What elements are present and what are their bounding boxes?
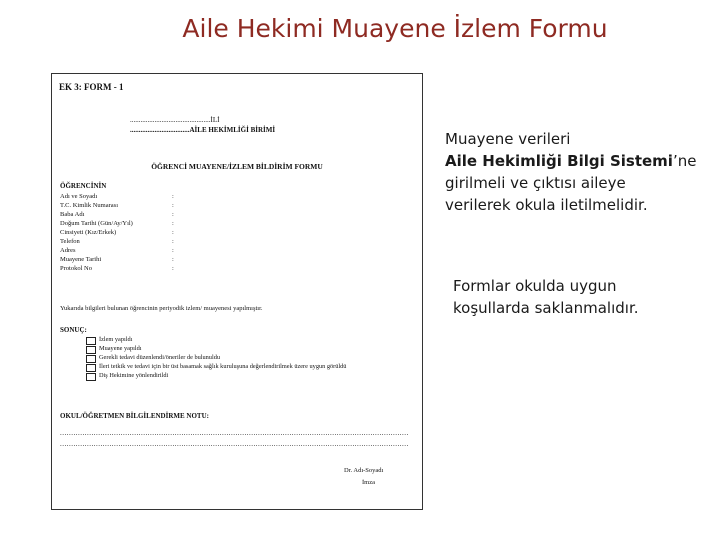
option-label: Muayene yapıldı [99, 345, 142, 352]
result-option [86, 363, 409, 372]
field-label: Muayene Tarihi [60, 256, 102, 263]
checkbox-icon [86, 373, 96, 381]
field-row [60, 210, 182, 219]
student-section-title: ÖĞRENCİNİN [60, 182, 107, 190]
field-label: Doğum Tarihi (Gün/Ay/Yıl) [60, 220, 133, 227]
form-header-province: ..............................................İLİ [130, 116, 220, 124]
info-line: girilmeli ve çıktısı aileye [445, 174, 626, 192]
form-appendix-label: EK 3: FORM - 1 [59, 82, 124, 92]
field-row [60, 201, 182, 210]
field-label: Telefon [60, 238, 80, 245]
checkbox-icon [86, 346, 96, 354]
note-line: ........................................................................................................................................................... [60, 429, 409, 437]
field-row [60, 237, 182, 246]
field-label: T.C. Kimlik Numarası [60, 202, 119, 209]
info-text-data-entry [445, 128, 696, 216]
info-line: Muayene verileri [445, 130, 571, 148]
form-header-unit: ..................................AİLE HEKİMLİĞİ BİRİMİ [130, 126, 276, 134]
field-colon: : [172, 202, 174, 209]
field-row [60, 264, 182, 273]
system-name: Aile Hekimliği Bilgi Sistemi [445, 152, 673, 170]
info-line [445, 150, 696, 172]
field-label: Adı ve Soyadı [60, 193, 98, 200]
field-colon: : [172, 265, 174, 272]
result-section-title: SONUÇ: [60, 326, 87, 334]
slide-title: Aile Hekimi Muayene İzlem Formu [182, 14, 608, 43]
option-label: Gerekli tedavi düzenlendi/öneriler de bulunuldu [99, 354, 220, 361]
option-label: İleri tetkik ve tedavi için bir üst basamak sağlık kuruluşuna değerlendirilmek üzere uygun görüldü [99, 363, 347, 370]
student-fields [60, 192, 182, 273]
field-colon: : [172, 238, 174, 245]
field-row [60, 228, 182, 237]
system-suffix: ’ne [672, 152, 697, 170]
field-row [60, 219, 182, 228]
field-colon: : [172, 247, 174, 254]
form-title: ÖĞRENCİ MUAYENE/İZLEM BİLDİRİM FORMU [151, 162, 323, 171]
result-option [86, 336, 409, 345]
info-line: koşullarda saklanmalıdır. [453, 299, 639, 317]
field-label: Protokol No [60, 265, 92, 272]
checkbox-icon [86, 355, 96, 363]
form-image [51, 73, 423, 510]
result-options [86, 336, 409, 381]
result-option [86, 354, 409, 363]
note-line: ........................................................................................................................................................... [60, 440, 409, 448]
field-label: Baba Adı [60, 211, 85, 218]
note-section-title: OKUL/ÖĞRETMEN BİLGİLENDİRME NOTU: [60, 412, 209, 420]
info-text-storage [453, 275, 639, 319]
signature-label: İmza [362, 479, 375, 486]
signature-name: Dr. Adı-Soyadı [344, 467, 384, 474]
checkbox-icon [86, 364, 96, 372]
field-colon: : [172, 256, 174, 263]
field-label: Adres [60, 247, 76, 254]
info-line: verilerek okula iletilmelidir. [445, 196, 648, 214]
result-option [86, 345, 409, 354]
field-label: Cinsiyeti (Kız/Erkek) [60, 229, 117, 236]
field-row [60, 255, 182, 264]
field-colon: : [172, 193, 174, 200]
form-statement: Yukarıda bilgileri bulunan öğrencinin periyodik izlem/ muayenesi yapılmıştır. [60, 305, 263, 312]
option-label: Diş Hekimine yönlendirildi [99, 372, 169, 379]
field-colon: : [172, 229, 174, 236]
field-colon: : [172, 211, 174, 218]
field-row [60, 192, 182, 201]
field-row [60, 246, 182, 255]
field-colon: : [172, 220, 174, 227]
checkbox-icon [86, 337, 96, 345]
info-line: Formlar okulda uygun [453, 277, 617, 295]
option-label: İzlem yapıldı [99, 336, 133, 343]
result-option [86, 372, 409, 381]
